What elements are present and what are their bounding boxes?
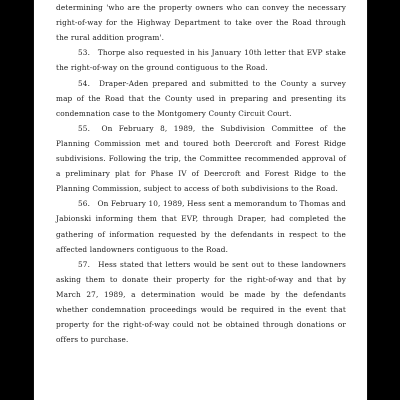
paragraph-text: determining 'who are the property owners who can convey the necessary right-of-way for the Highway Department to take over the Road through the rural addition program'. <box>56 3 346 43</box>
paragraph-54 <box>56 76 346 121</box>
paragraph-number: 53. <box>78 48 91 58</box>
paragraph-number: 55. <box>78 123 91 133</box>
paragraph-53 <box>56 45 346 75</box>
paragraph-55 <box>56 121 346 196</box>
page-body <box>56 0 346 347</box>
paragraph-56 <box>56 196 346 256</box>
paragraph-text: On February 8, 1989, the Subdivision Committee of the Planning Commission met and toured both Deercroft and Forest Ridge subdivisions. Following the trip, the Committee recommended approval of a preliminary plat for Phase IV of Deercroft and Forest Ridge to the Planning Commission, subject to access of both subdivisions to the Road. <box>56 123 347 194</box>
paragraph-number: 57. <box>78 259 91 269</box>
paragraph-57 <box>56 257 346 348</box>
paragraph-continued <box>56 0 346 45</box>
paragraph-number: 56. <box>78 199 91 209</box>
paragraph-text: Hess stated that letters would be sent out to these landowners asking them to donate their property for the right-of-way and that by March 27, 1989, a determination would be made by the defendants whether condemnation proceedings would be required in the event that property for the right-of-way could not be obtained through donations or offers to purchase. <box>56 259 347 345</box>
paragraph-number: 54. <box>78 78 91 88</box>
paragraph-text: On February 10, 1989, Hess sent a memorandum to Thomas and Jabionski informing them that EVP, through Draper, had completed the gathering of information requested by the defendants in respect to the affected landowners contiguous to the Road. <box>56 199 346 254</box>
document-page <box>34 0 367 400</box>
paragraph-text: Thorpe also requested in his January 10th letter that EVP stake the right-of-way on the ground contiguous to the Road. <box>56 48 346 73</box>
paragraph-text: Draper-Aden prepared and submitted to the County a survey map of the Road that the County used in preparing and presenting its condemnation case to the Montgomery County Circuit Court. <box>56 78 347 118</box>
